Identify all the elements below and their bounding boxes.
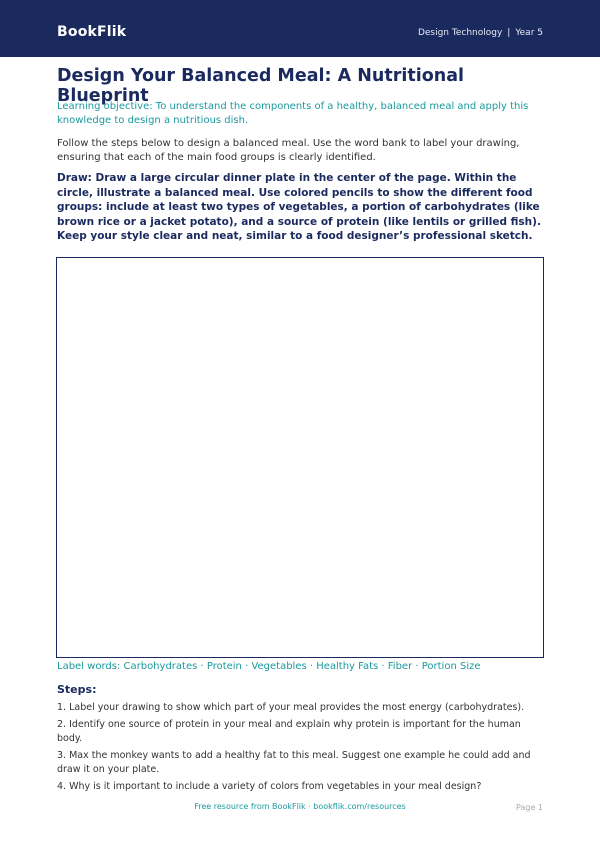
learning-objective: Learning objective: To understand the components of a healthy, balanced meal and apply this knowledge to design a nutritious dish. (57, 101, 529, 126)
steps-heading: Steps: (57, 683, 97, 696)
page-number: Page 1 (516, 803, 543, 812)
drawing-area[interactable] (56, 257, 544, 658)
header-meta (418, 28, 543, 38)
steps-list (57, 701, 547, 797)
brand-logo: BookFlik (57, 24, 127, 40)
year-label: Year 5 (515, 28, 543, 38)
step-item: 2. Identify one source of protein in your meal and explain why protein is important for the human body. (57, 719, 521, 744)
step-item: 4. Why is it important to include a variety of colors from vegetables in your meal design? (57, 781, 482, 792)
step-item: 1. Label your drawing to show which part of your meal provides the most energy (carbohydrates). (57, 702, 525, 713)
page-header (0, 0, 600, 57)
label-word-bank: Label words: Carbohydrates · Protein · Vegetables · Healthy Fats · Fiber · Portion Size (57, 661, 481, 672)
footer-link[interactable]: Free resource from BookFlik · bookflik.com/resources (194, 802, 406, 811)
step-item: 3. Max the monkey wants to add a healthy fat to this meal. Suggest one example he could add and draw it on your plate. (57, 750, 531, 775)
draw-instruction: Draw: Draw a large circular dinner plate in the center of the page. Within the circle, illustrate a balanced meal. Use colored pencils to show the different food groups: include at least two types of vegetables, a portion of carbohydrates (like brown rice or a jacket potato), and a source of protein (like lentils or grilled fish). Keep your style clear and neat, similar to a food designer’s professional sketch. (57, 172, 541, 242)
intro-text: Follow the steps below to design a balanced meal. Use the word bank to label your drawing, ensuring that each of the main food groups is clearly identified. (57, 138, 520, 163)
subject-label: Design Technology (417, 28, 503, 38)
header-separator: | (507, 28, 511, 38)
page-title: Design Your Balanced Meal: A Nutritional Blueprint (57, 66, 465, 106)
